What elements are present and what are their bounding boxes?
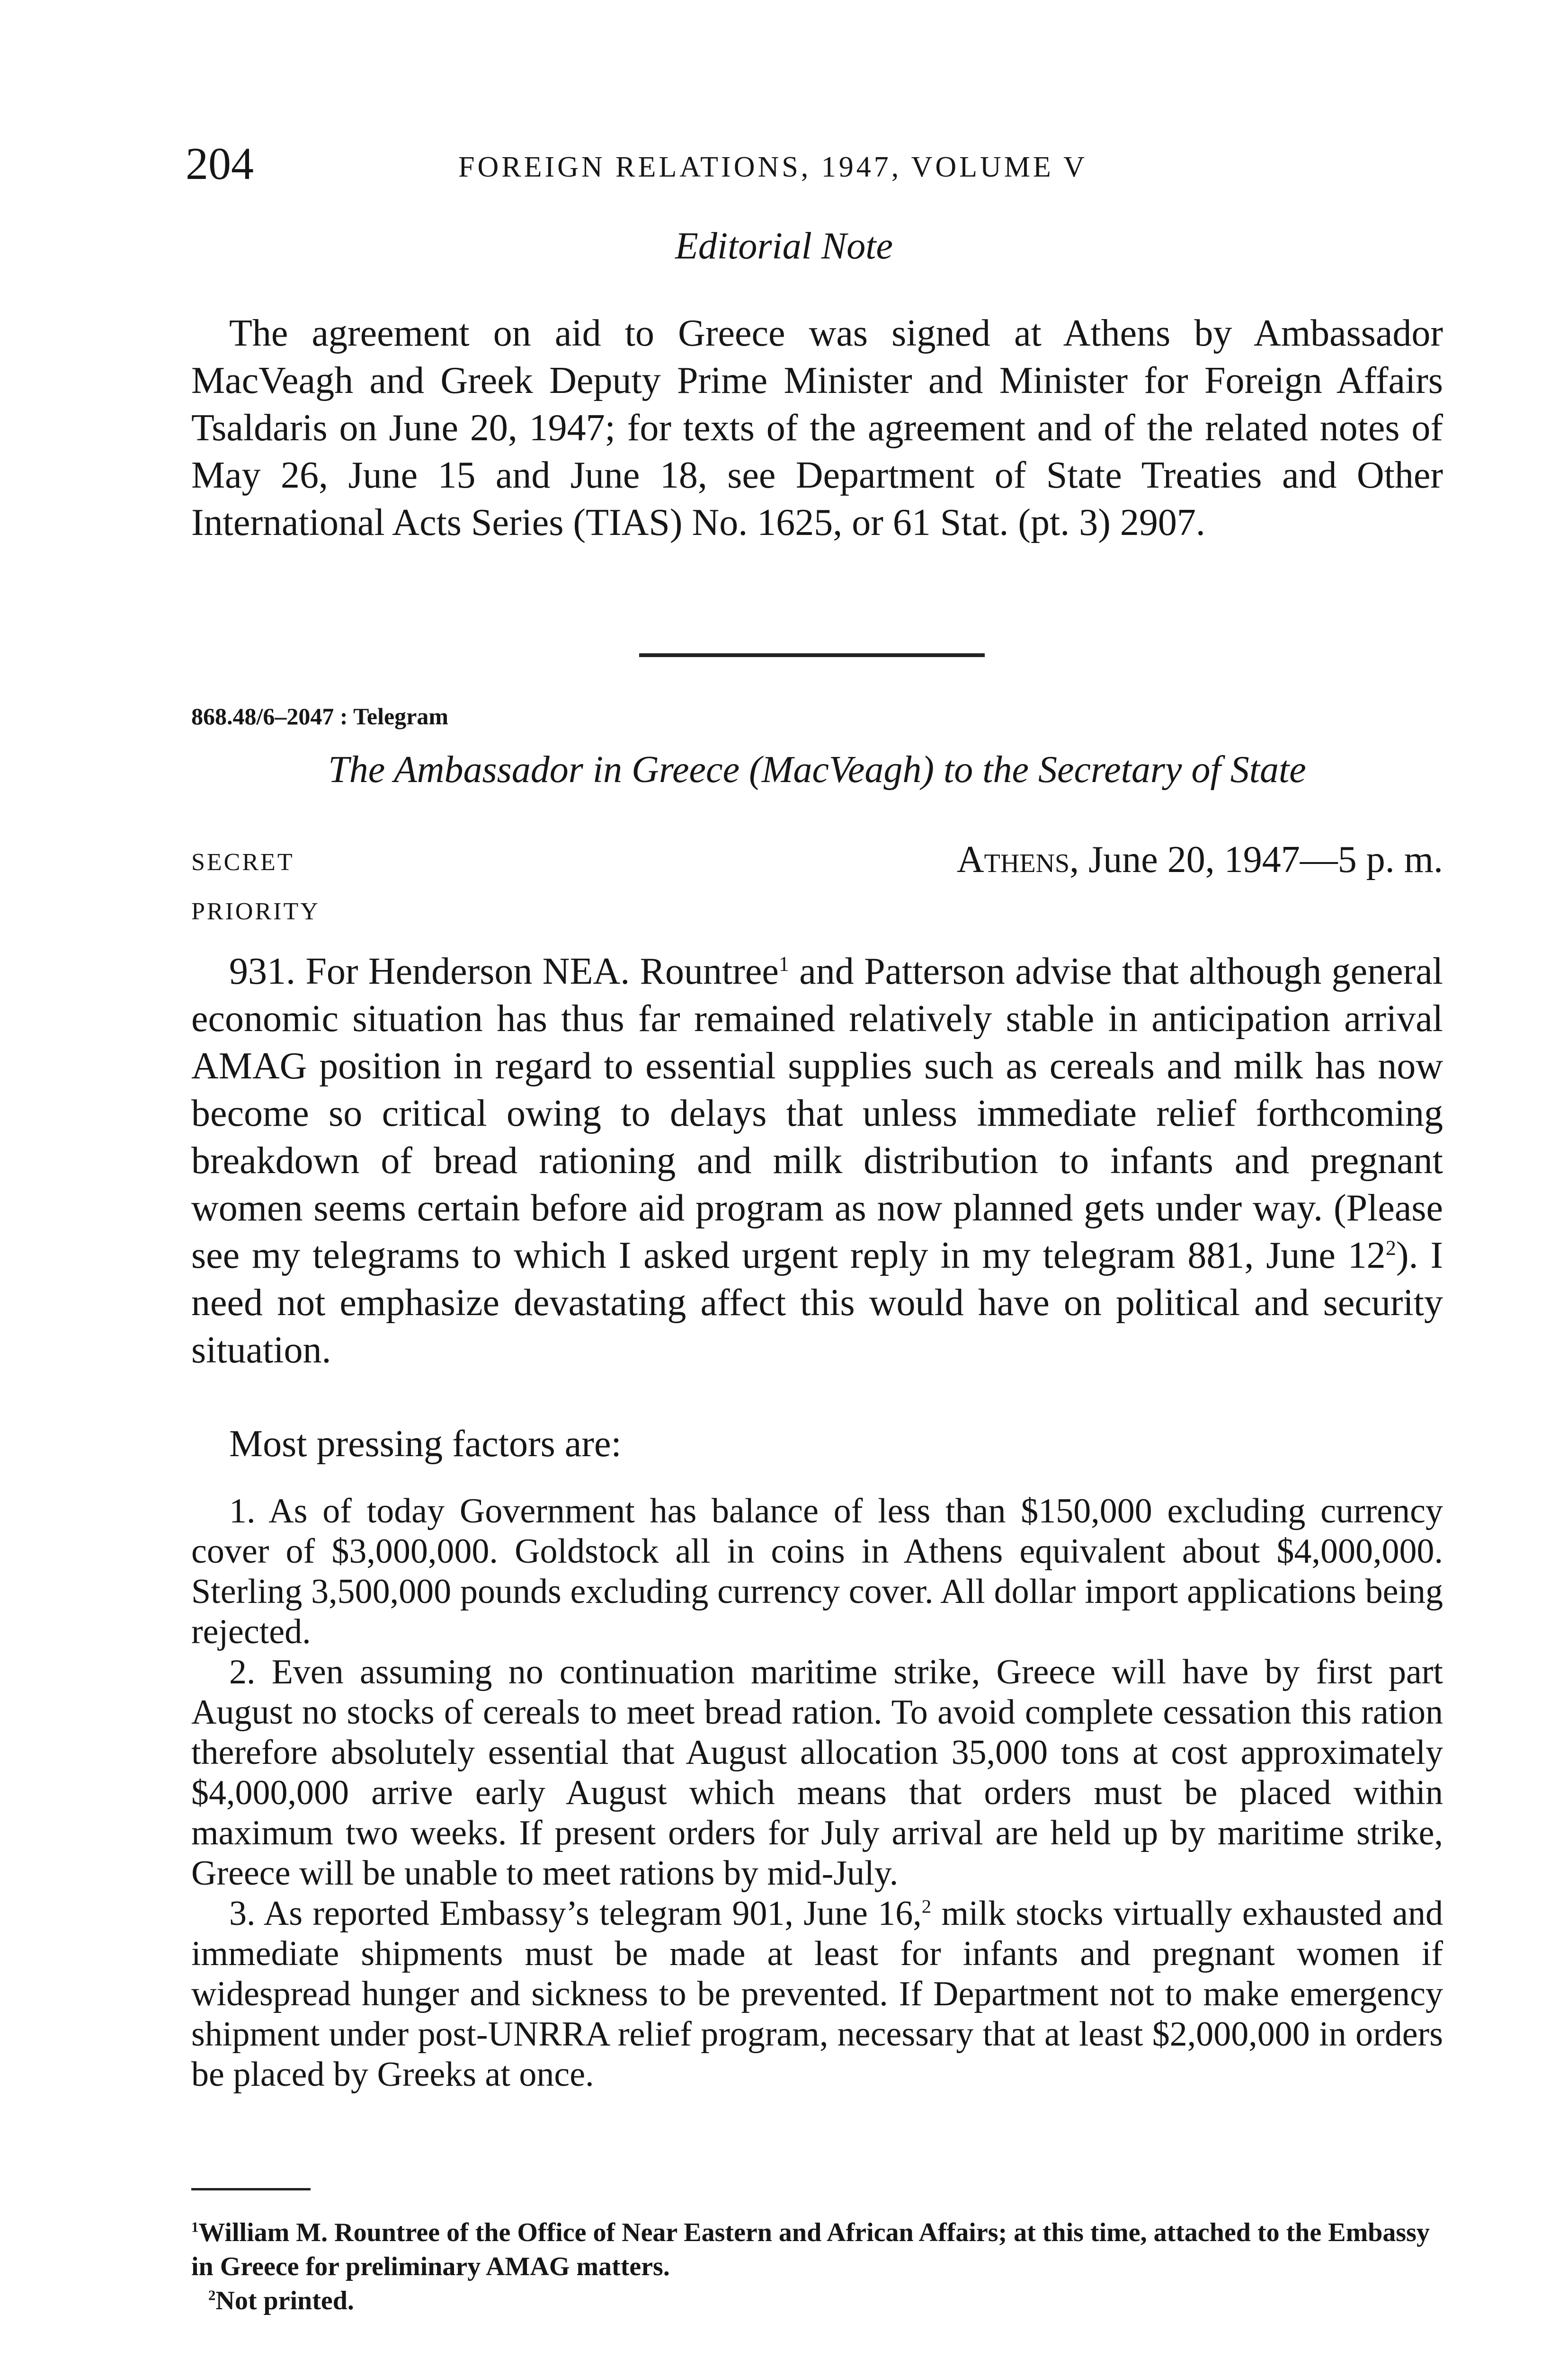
running-title: FOREIGN RELATIONS, 1947, VOLUME V xyxy=(458,151,1087,183)
list-item: 1. As of today Government has balance of less than $150,000 excluding currency cover of $3,000,000. Goldstock all in coins in Athens equivalent about $4,000,000. Sterling 3,500,000 pounds excluding currency cover. All dollar import applications being rejected. xyxy=(191,1492,1443,1651)
precedence-label: PRIORITY xyxy=(191,898,320,925)
dateline-date: June 20, 1947—5 p. m. xyxy=(1088,839,1443,881)
footnote-mark: 2 xyxy=(208,2287,216,2304)
telegram-paragraph-1 xyxy=(191,948,1443,1374)
editorial-note-text: The agreement on aid to Greece was signed at Athens by Ambassador MacVeagh and Greek Deputy Prime Minister and Minister for Foreign Affairs Tsaldaris on June 20, 1947; for texts of the agreement and of the related notes of May 26, June 15 and June 18, see Department of State Treaties and Other International Acts Series (TIAS) No. 1625, or 61 Stat. (pt. 3) 2907. xyxy=(191,312,1443,543)
editorial-note-title: Editorial Note xyxy=(675,225,893,267)
footnote-mark: 1 xyxy=(191,2219,199,2235)
telegram-paragraph-2: Most pressing factors are: xyxy=(229,1423,622,1465)
footnotes xyxy=(191,2216,1443,2318)
pressing-factors-list xyxy=(191,1491,1443,2095)
para1-part-a: 931. For Henderson NEA. Rountree xyxy=(229,951,779,992)
document-heading: The Ambassador in Greece (MacVeagh) to the Secretary of State xyxy=(328,749,1306,791)
para1-part-b: and Patterson advise that although general economic situation has thus far remained relatively stable in anticipation arrival AMAG position in regard to essential supplies such as cereals and milk has now become so critical owing to delays that unless immediate relief forthcoming breakdown of bread rationing and milk distribution to infants and pregnant women seems certain before aid program as now planned gets under way. (Please see my telegrams to which I asked urgent reply in my telegram 881, June 12 xyxy=(191,951,1443,1276)
dateline-place: Athens, xyxy=(956,839,1079,881)
footnote xyxy=(191,2284,1443,2318)
footnote-text: William M. Rountree of the Office of Near Eastern and African Affairs; at this time, attached to the Embassy in Greece for preliminary AMAG matters. xyxy=(191,2218,1430,2281)
document-file-id: 868.48/6–2047 : Telegram xyxy=(191,703,449,730)
footnote-ref-2b: 2 xyxy=(921,1895,932,1917)
footnote-text: Not printed. xyxy=(215,2286,354,2315)
footnote xyxy=(191,2216,1443,2284)
list-item xyxy=(191,1894,1443,2095)
page-number: 204 xyxy=(186,138,254,189)
para1-part-c: ). I need not emphasize devastating affect this would have on political and security situation. xyxy=(191,1235,1443,1371)
dateline xyxy=(957,841,1443,879)
footnote-divider xyxy=(191,2188,311,2190)
footnote-ref-2: 2 xyxy=(1385,1236,1396,1260)
item3-part-b: milk stocks virtually exhausted and immediate shipments must be made at least for infants and pregnant women if widespread hunger and sickness to be prevented. If Department not to make emergency shipment under post-UNRRA relief program, necessary that at least $2,000,000 in orders be placed by Greeks at once. xyxy=(191,1894,1443,2094)
section-divider xyxy=(639,653,985,657)
list-item: 2. Even assuming no continuation maritime strike, Greece will have by first part August no stocks of cereals to meet bread ration. To avoid complete cessation this ration therefore absolutely essential that August allocation 35,000 tons at cost approximately $4,000,000 arrive early August which means that orders must be placed within maximum two weeks. If present orders for July arrival are held up by maritime strike, Greece will be unable to meet rations by mid-July. xyxy=(191,1653,1443,1893)
classification-label: SECRET xyxy=(191,849,294,876)
item3-part-a: 3. As reported Embassy’s telegram 901, June 16, xyxy=(229,1894,922,1933)
footnote-ref-1: 1 xyxy=(778,952,789,976)
